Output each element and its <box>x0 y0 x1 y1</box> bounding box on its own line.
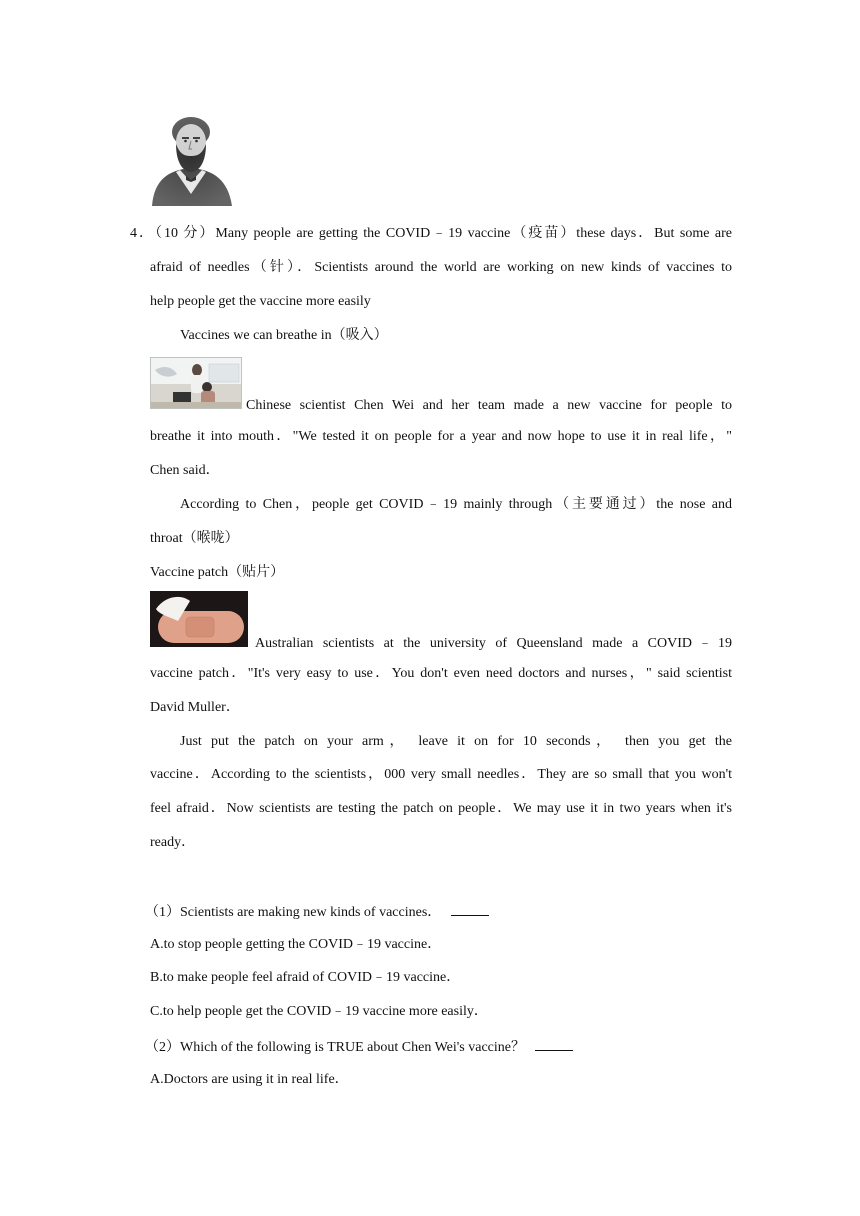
section-heading-breathe: Vaccines we can breathe in（吸入） <box>180 328 388 343</box>
section-heading-patch: Vaccine patch（贴片） <box>150 565 285 580</box>
section1-line-1: Chinese scientist Chen Wei and her team made a new vaccine for people to <box>246 398 732 413</box>
intro-line-3: help people get the vaccine more easily <box>150 294 371 309</box>
subquestion-2 <box>145 1036 727 1056</box>
section1-para2-line-2: throat（喉咙） <box>150 531 239 546</box>
subquestion-1-prompt: （1）Scientists are making new kinds of vaccines． <box>145 905 442 920</box>
option-1a: A.to stop people getting the COVID﹣19 vaccine． <box>150 937 442 952</box>
answer-blank-2[interactable] <box>535 1036 573 1051</box>
intro-line-2: afraid of needles（针）．Scientists around the world are working on new kinds of vaccines to <box>150 260 732 275</box>
option-1c: C.to help people get the COVID﹣19 vaccine more easily． <box>150 1004 488 1019</box>
section2-line-3: David Muller． <box>150 700 240 715</box>
section2-line-1: Australian scientists at the university of Queensland made a COVID﹣19 <box>255 636 732 651</box>
subquestion-2-prompt: （2）Which of the following is TRUE about Chen Wei's vaccine？ <box>145 1040 525 1055</box>
option-2a: A.Doctors are using it in real life． <box>150 1072 349 1087</box>
answer-blank-1[interactable] <box>451 901 489 916</box>
section2-para2-line-1: Just put the patch on your arm， leave it on for 10 seconds， then you get the <box>180 734 732 749</box>
intro-text: Many people are getting the COVID﹣19 vaccine（疫苗）these days．But some are <box>215 226 733 241</box>
portrait-illustration <box>146 110 236 206</box>
subquestion-1 <box>145 901 727 921</box>
question-stem-line-1 <box>130 224 732 244</box>
question-number: 4． <box>130 226 155 241</box>
patch-photo <box>150 591 248 647</box>
section2-para2-line-4: ready． <box>150 835 196 850</box>
question-score: （10 分） <box>154 226 216 241</box>
section2-para2-line-2: vaccine．According to the scientists，000 very small needles．They are so small that you won't <box>150 767 732 782</box>
option-1b: B.to make people feel afraid of COVID﹣19 vaccine． <box>150 970 461 985</box>
section1-line-3: Chen said． <box>150 463 220 478</box>
section1-line-2: breathe it into mouth．"We tested it on people for a year and now hope to use it in real life，" <box>150 429 732 444</box>
section2-line-2: vaccine patch．"It's very easy to use．You don't even need doctors and nurses，" said scientist <box>150 666 732 681</box>
section2-para2-line-3: feel afraid．Now scientists are testing the patch on people．We may use it in two years when it's <box>150 801 732 816</box>
lab-photo <box>150 357 242 409</box>
section1-para2-line-1: According to Chen，people get COVID﹣19 mainly through（主要通过）the nose and <box>180 497 732 512</box>
